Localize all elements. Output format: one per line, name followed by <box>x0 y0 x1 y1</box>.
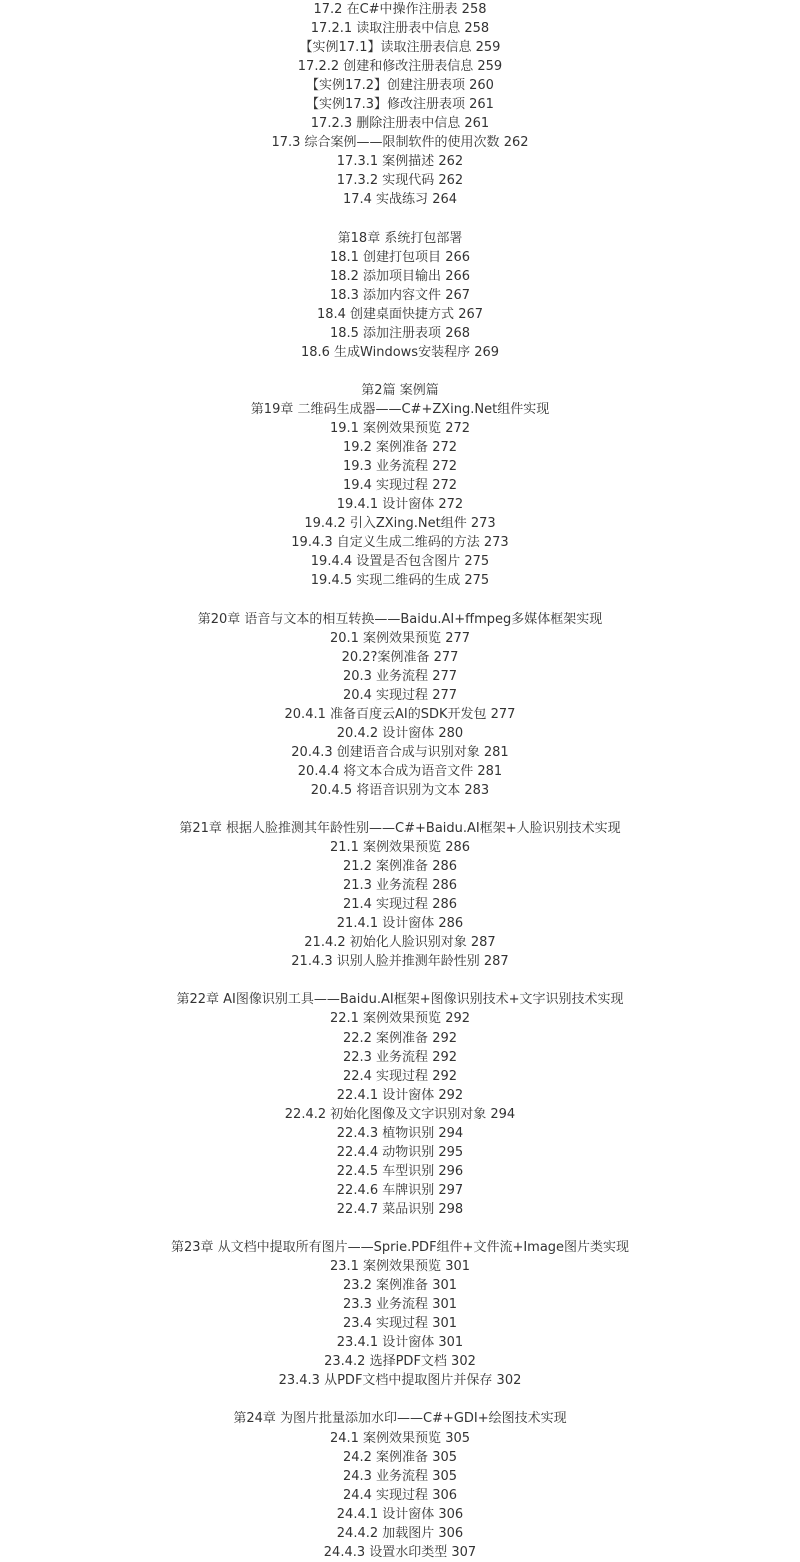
toc-line: 22.2 案例准备 292 <box>342 1030 458 1046</box>
toc-line: 20.1 案例效果预览 277 <box>329 630 471 646</box>
blank-line <box>0 1219 800 1238</box>
blank-line <box>0 971 800 990</box>
toc-line: 18.4 创建桌面快捷方式 267 <box>316 306 484 322</box>
toc-line: 18.1 创建打包项目 266 <box>329 249 471 265</box>
toc-line: 23.1 案例效果预览 301 <box>329 1259 471 1275</box>
toc-line: 19.4.4 设置是否包含图片 275 <box>310 554 490 570</box>
toc-line: 19.3 业务流程 272 <box>342 459 458 475</box>
toc-line: 24.4.3 设置水印类型 307 <box>323 1544 477 1560</box>
toc-line: 24.3 业务流程 305 <box>342 1468 458 1484</box>
toc-line: 21.4.1 设计窗体 286 <box>336 916 464 932</box>
blank-line <box>0 1390 800 1409</box>
toc-line: 第20章 语音与文本的相互转换——Baidu.AI+ffmpeg多媒体框架实现 <box>197 611 603 627</box>
toc-line: 21.2 案例准备 286 <box>342 859 458 875</box>
toc-line: 第22章 AI图像识别工具——Baidu.AI框架+图像识别技术+文字识别技术实现 <box>176 992 624 1008</box>
toc-line: 18.5 添加注册表项 268 <box>329 325 471 341</box>
toc-line: 【实例17.1】读取注册表信息 259 <box>299 40 501 56</box>
toc-line: 22.4.1 设计窗体 292 <box>336 1087 464 1103</box>
blank-line <box>0 590 800 609</box>
toc-line: 21.3 业务流程 286 <box>342 878 458 894</box>
toc-line: 24.4.2 加载图片 306 <box>336 1525 464 1541</box>
toc-line: 19.4.3 自定义生成二维码的方法 273 <box>291 535 509 551</box>
toc-line: 18.6 生成Windows安装程序 269 <box>300 344 500 360</box>
toc-line: 21.4.2 初始化人脸识别对象 287 <box>304 935 496 951</box>
toc-line: 20.4.1 准备百度云AI的SDK开发包 277 <box>284 706 516 722</box>
toc-line: 19.1 案例效果预览 272 <box>329 421 471 437</box>
toc-line: 22.4.7 菜品识别 298 <box>336 1201 464 1217</box>
toc-line: 22.4.6 车牌识别 297 <box>336 1182 464 1198</box>
toc-line: 24.1 案例效果预览 305 <box>329 1430 471 1446</box>
toc-line: 20.4.3 创建语音合成与识别对象 281 <box>291 744 509 760</box>
toc-line: 21.4 实现过程 286 <box>342 897 458 913</box>
toc-line: 【实例17.3】修改注册表项 261 <box>306 97 494 113</box>
toc-line: 22.4 实现过程 292 <box>342 1068 458 1084</box>
toc-line: 第21章 根据人脸推测其年龄性别——C#+Baidu.AI框架+人脸识别技术实现 <box>179 821 621 837</box>
toc-line: 22.4.2 初始化图像及文字识别对象 294 <box>284 1106 516 1122</box>
toc-line: 19.2 案例准备 272 <box>342 440 458 456</box>
toc-line: 19.4 实现过程 272 <box>342 478 458 494</box>
toc-line: 23.4.3 从PDF文档中提取图片并保存 302 <box>278 1373 522 1389</box>
blank-line <box>0 210 800 229</box>
toc-line: 18.3 添加内容文件 267 <box>329 287 471 303</box>
toc-line: 第24章 为图片批量添加水印——C#+GDI+绘图技术实现 <box>233 1411 567 1427</box>
toc-line: 17.2.3 删除注册表中信息 261 <box>310 116 490 132</box>
toc-line: 20.2?案例准备 277 <box>341 649 459 665</box>
toc-line: 17.4 实战练习 264 <box>342 192 458 208</box>
toc-line: 23.3 业务流程 301 <box>342 1297 458 1313</box>
toc-line: 24.4 实现过程 306 <box>342 1487 458 1503</box>
blank-line <box>0 362 800 381</box>
toc-line: 17.2.1 读取注册表中信息 258 <box>310 21 490 37</box>
toc-line: 17.3 综合案例——限制软件的使用次数 262 <box>271 135 529 151</box>
toc-line: 20.4.5 将语音识别为文本 283 <box>310 782 490 798</box>
toc-line: 19.4.2 引入ZXing.Net组件 273 <box>304 516 496 532</box>
toc-line: 23.4.1 设计窗体 301 <box>336 1335 464 1351</box>
toc-line: 19.4.5 实现二维码的生成 275 <box>310 573 490 589</box>
toc-line: 17.3.2 实现代码 262 <box>336 173 464 189</box>
toc-line: 22.3 业务流程 292 <box>342 1049 458 1065</box>
toc-line: 第23章 从文档中提取所有图片——Sprie.PDF组件+文件流+Image图片类实现 <box>170 1240 630 1256</box>
toc-line: 18.2 添加项目输出 266 <box>329 268 471 284</box>
toc-line: 20.4.4 将文本合成为语音文件 281 <box>297 763 503 779</box>
toc-line: 17.2 在C#中操作注册表 258 <box>313 2 487 17</box>
toc-line: 21.1 案例效果预览 286 <box>329 840 471 856</box>
toc-line: 23.2 案例准备 301 <box>342 1278 458 1294</box>
toc-line: 22.4.5 车型识别 296 <box>336 1163 464 1179</box>
toc-line: 20.3 业务流程 277 <box>342 668 458 684</box>
toc-line: 22.4.3 植物识别 294 <box>336 1125 464 1141</box>
toc-line: 17.3.1 案例描述 262 <box>336 154 464 170</box>
toc-line: 21.4.3 识别人脸并推测年龄性别 287 <box>291 954 509 970</box>
toc-line: 23.4 实现过程 301 <box>342 1316 458 1332</box>
toc-line: 第2篇 案例篇 <box>361 382 439 398</box>
toc-line: 24.2 案例准备 305 <box>342 1449 458 1465</box>
toc-line: 20.4.2 设计窗体 280 <box>336 725 464 741</box>
toc-line: 17.2.2 创建和修改注册表信息 259 <box>297 59 503 75</box>
toc-line: 23.4.2 选择PDF文档 302 <box>324 1354 476 1370</box>
toc-line: 24.4.1 设计窗体 306 <box>336 1506 464 1522</box>
blank-line <box>0 800 800 819</box>
toc-line: 22.1 案例效果预览 292 <box>329 1011 471 1027</box>
toc-line: 22.4.4 动物识别 295 <box>336 1144 464 1160</box>
toc-line: 第19章 二维码生成器——C#+ZXing.Net组件实现 <box>250 401 550 417</box>
toc-line: 20.4 实现过程 277 <box>342 687 458 703</box>
toc-line: 【实例17.2】创建注册表项 260 <box>306 78 494 94</box>
toc-line: 第18章 系统打包部署 <box>337 230 463 246</box>
toc-line: 19.4.1 设计窗体 272 <box>336 497 464 513</box>
